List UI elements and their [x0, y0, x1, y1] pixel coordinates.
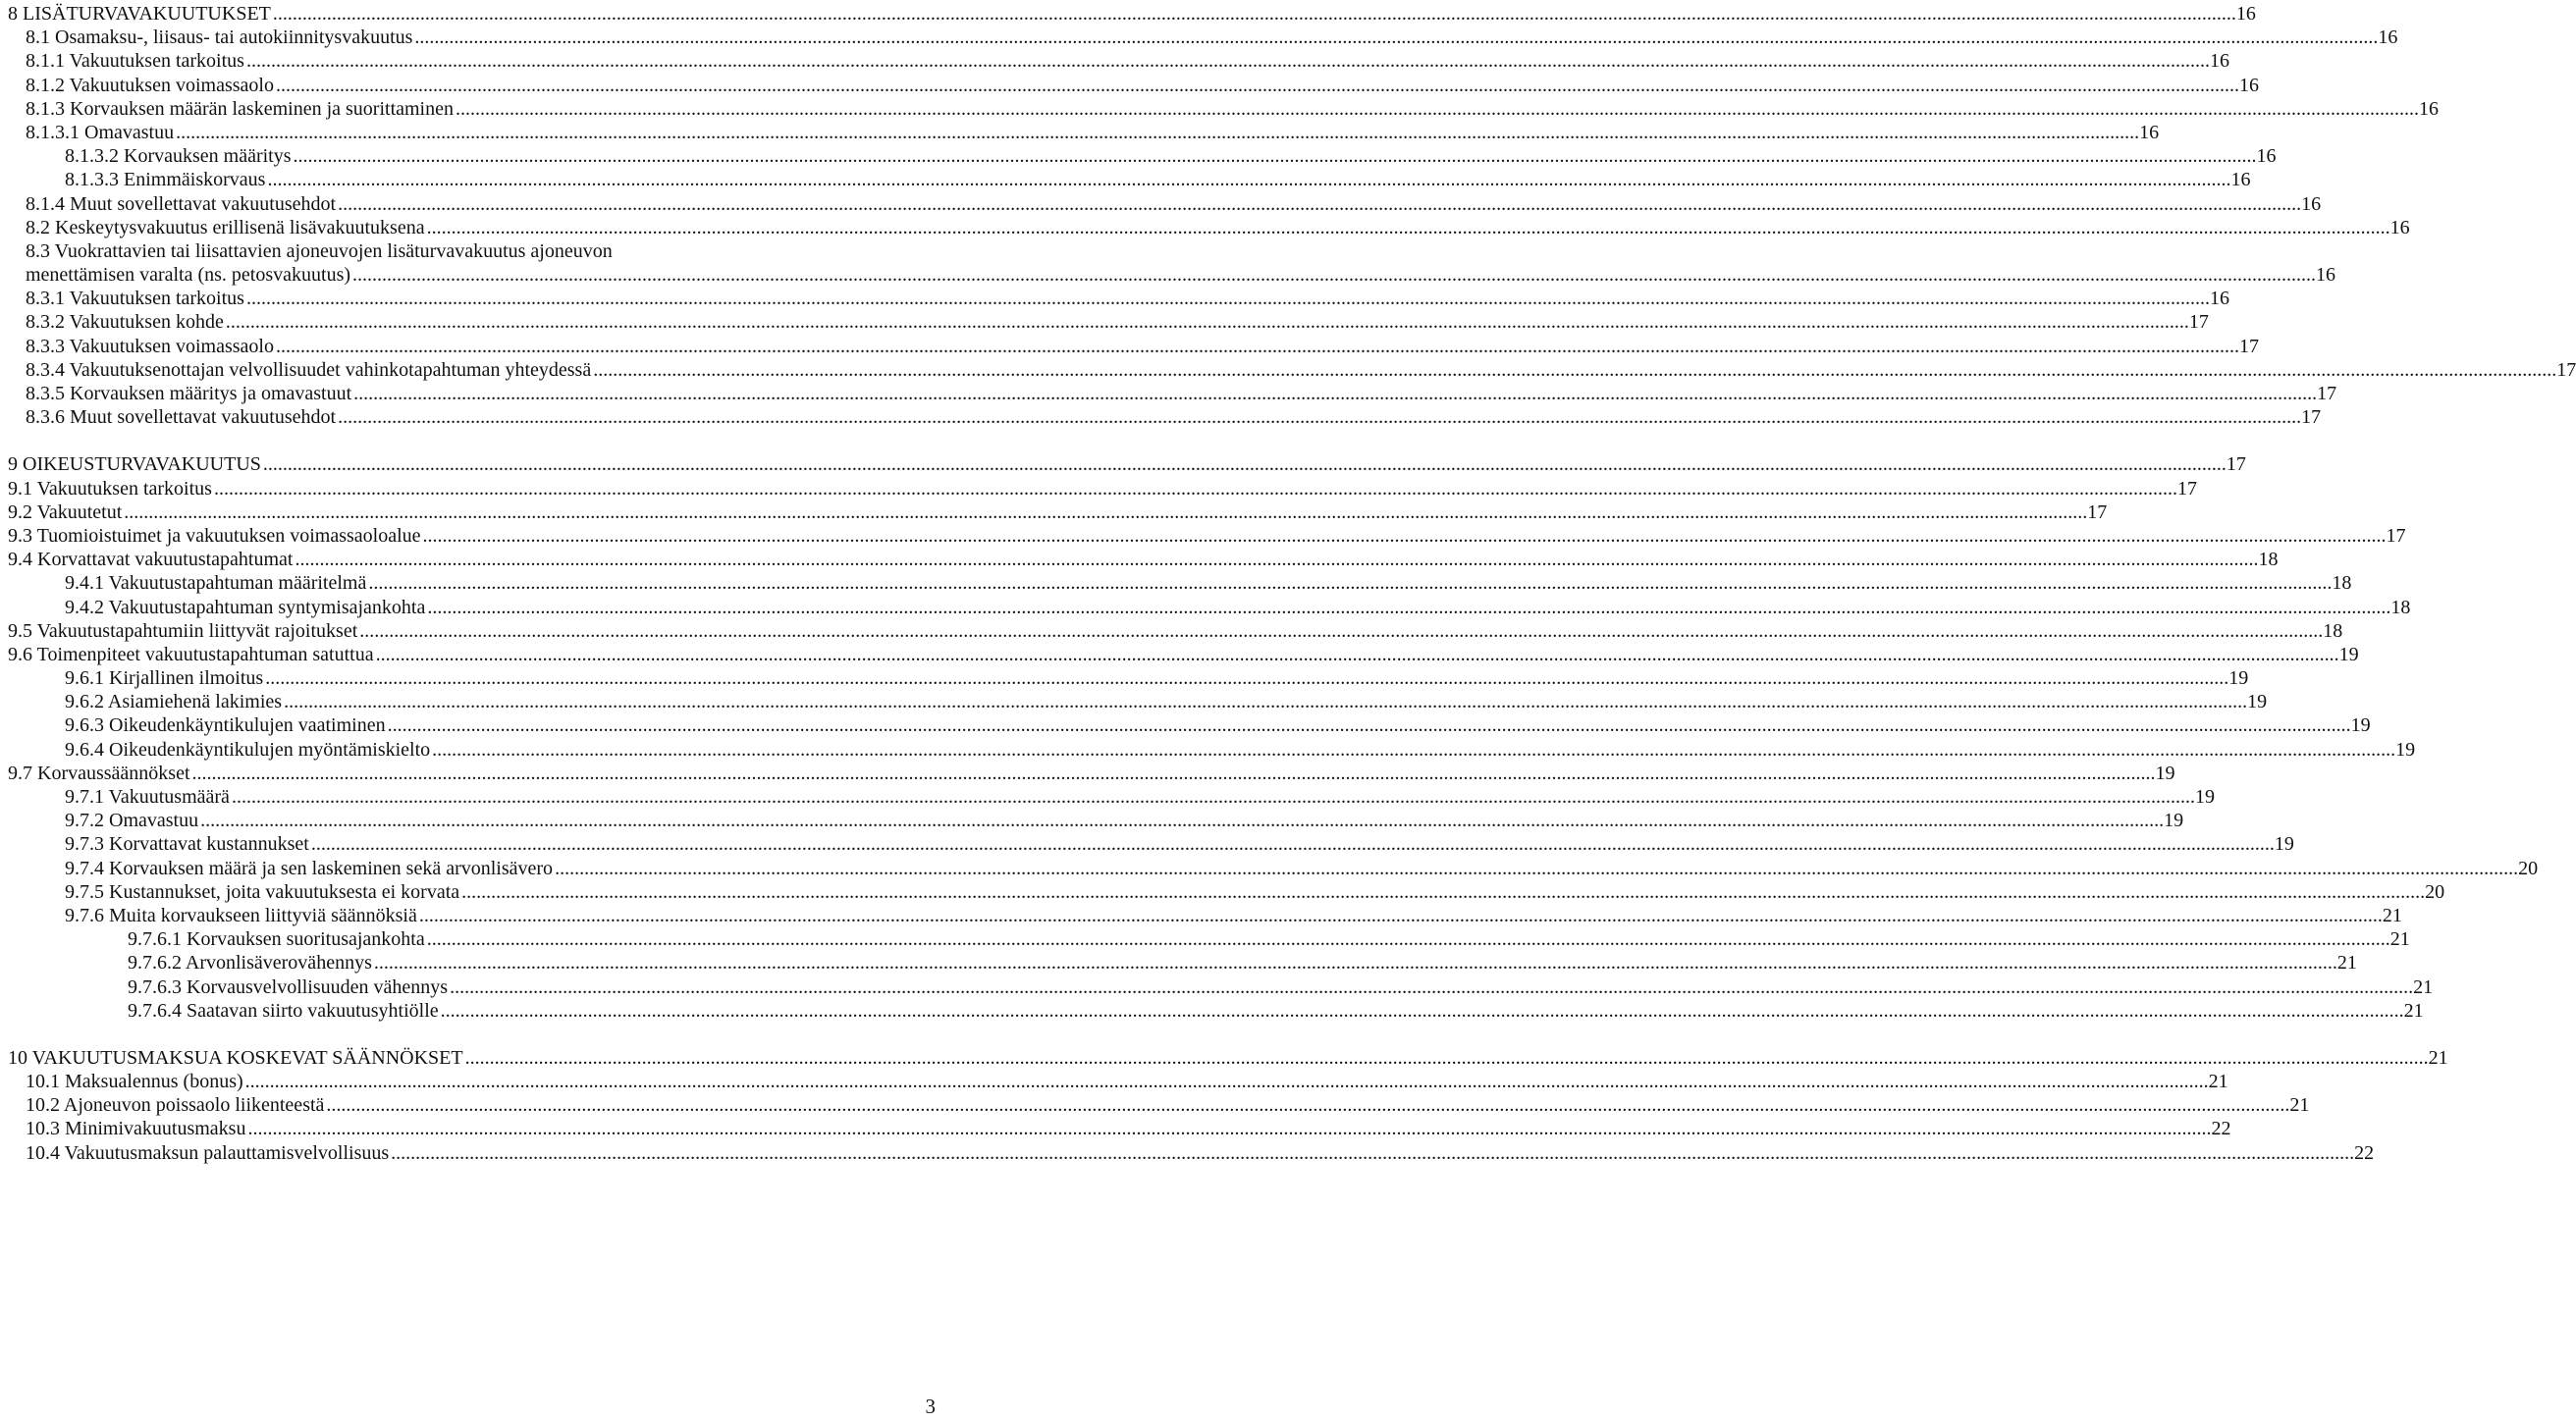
toc-entry-label: 9.1 Vakuutuksen tarkoitus [8, 477, 212, 500]
toc-entry-page: 16 [2139, 121, 2160, 143]
toc-entry[interactable] [8, 666, 2249, 690]
toc-entry[interactable] [8, 571, 2352, 595]
toc-entry[interactable] [8, 832, 2294, 856]
table-of-contents [8, 2, 2576, 1165]
toc-entry[interactable] [8, 1117, 2231, 1140]
toc-entry-page: 21 [2428, 1046, 2448, 1069]
toc-entry-label: 9 OIKEUSTURVAVAKUUTUS [8, 453, 261, 476]
toc-entry-label: 9.7.6.3 Korvausvelvollisuuden vähennys [128, 975, 449, 998]
toc-entry-label: 9.6.3 Oikeudenkäyntikulujen vaatiminen [65, 714, 386, 737]
toc-entry-page: 16 [2235, 3, 2256, 25]
toc-entry-label: 8.3.6 Muut sovellettavat vakuutusehdot [26, 406, 337, 429]
toc-entry-label: 9.7.1 Vakuutusmäärä [65, 786, 230, 808]
toc-entry[interactable] [8, 121, 2160, 144]
toc-entry-label: 8.1.3.2 Korvauksen määritys [65, 145, 292, 168]
toc-dot-leader: ................................................................................................................................................................................................................................................................................................................................................................................................................ [338, 192, 2302, 215]
toc-entry[interactable] [8, 501, 2108, 524]
toc-entry-label: 8.1.2 Vakuutuksen voimassaolo [26, 74, 274, 96]
toc-dot-leader: ................................................................................................................................................................................................................................................................................................................................................................................................................ [461, 880, 2426, 903]
toc-dot-leader: ................................................................................................................................................................................................................................................................................................................................................................................................................ [293, 145, 2257, 168]
toc-entry-label: 9.6.2 Asiamiehenä lakimies [65, 691, 283, 713]
toc-entry-label: 9.4.2 Vakuutustapahtuman syntymisajankohta [65, 596, 426, 618]
toc-entry-page: 17 [2238, 335, 2259, 357]
toc-entry[interactable] [8, 738, 2416, 762]
toc-entry-label: 9.7.2 Omavastuu [65, 810, 199, 832]
toc-dot-leader: ................................................................................................................................................................................................................................................................................................................................................................................................................ [593, 358, 2557, 381]
toc-entry-page: 17 [2087, 501, 2108, 523]
toc-dot-leader: ................................................................................................................................................................................................................................................................................................................................................................................................................ [464, 1046, 2429, 1069]
toc-entry[interactable] [8, 951, 2357, 975]
toc-entry[interactable] [8, 619, 2343, 643]
toc-dot-leader: ................................................................................................................................................................................................................................................................................................................................................................................................................ [426, 928, 2390, 951]
toc-entry-page: 21 [2403, 999, 2424, 1022]
toc-dot-leader: ................................................................................................................................................................................................................................................................................................................................................................................................................ [450, 975, 2414, 998]
toc-entry-page: 16 [2209, 288, 2229, 310]
toc-dot-leader: ................................................................................................................................................................................................................................................................................................................................................................................................................ [418, 904, 2383, 926]
toc-dot-leader: ................................................................................................................................................................................................................................................................................................................................................................................................................ [422, 524, 2387, 547]
toc-entry-label: 10.4 Vakuutusmaksun palauttamisvelvollisuus [26, 1141, 390, 1164]
toc-entry-label: 10.2 Ajoneuvon poissaolo liikenteestä [26, 1094, 325, 1117]
toc-dot-leader: ................................................................................................................................................................................................................................................................................................................................................................................................................ [275, 335, 2239, 357]
toc-entry[interactable] [8, 2, 2256, 26]
toc-entry[interactable] [8, 999, 2424, 1023]
toc-entry-page: 22 [2354, 1141, 2375, 1164]
toc-dot-leader: ................................................................................................................................................................................................................................................................................................................................................................................................................ [275, 74, 2239, 96]
toc-entry[interactable] [8, 809, 2184, 832]
toc-entry-page: 21 [2413, 975, 2434, 998]
toc-entry[interactable] [8, 192, 2322, 216]
toc-entry-label: 10.1 Maksualennus (bonus) [26, 1071, 243, 1093]
toc-dot-leader: ................................................................................................................................................................................................................................................................................................................................................................................................................ [284, 691, 2248, 713]
toc-entry-label: 9.6.4 Oikeudenkäyntikulujen myöntämiskielto [65, 738, 431, 761]
toc-entry-label: 9.7 Korvaussäännökset [8, 762, 190, 784]
toc-dot-leader: ................................................................................................................................................................................................................................................................................................................................................................................................................ [427, 596, 2391, 618]
toc-entry[interactable] [8, 880, 2445, 904]
toc-dot-leader: ................................................................................................................................................................................................................................................................................................................................................................................................................ [191, 762, 2156, 784]
toc-entry[interactable] [8, 785, 2215, 809]
toc-entry[interactable] [8, 168, 2251, 191]
toc-entry-page: 16 [2230, 169, 2251, 191]
toc-dot-leader: ................................................................................................................................................................................................................................................................................................................................................................................................................ [245, 50, 2210, 73]
toc-entry-label: 8.1.1 Vakuutuksen tarkoitus [26, 50, 244, 73]
toc-entry-label: 9.5 Vakuutustapahtumiin liittyvät rajoitukset [8, 619, 358, 642]
toc-entry-label: 8.1.3.1 Omavastuu [26, 121, 175, 143]
toc-entry-page: 16 [2256, 145, 2277, 168]
toc-dot-leader: ................................................................................................................................................................................................................................................................................................................................................................................................................ [456, 97, 2419, 120]
toc-entry-page: 16 [2316, 264, 2336, 287]
toc-entry-page: 20 [2425, 880, 2445, 903]
toc-entry-page: 18 [2323, 619, 2343, 642]
toc-entry-label: 8.3.1 Vakuutuksen tarkoitus [26, 288, 244, 310]
toc-dot-leader: ................................................................................................................................................................................................................................................................................................................................................................................................................ [338, 406, 2302, 429]
toc-dot-leader: ................................................................................................................................................................................................................................................................................................................................................................................................................ [295, 549, 2259, 571]
toc-dot-leader: ................................................................................................................................................................................................................................................................................................................................................................................................................ [387, 714, 2351, 737]
toc-entry-page: 17 [2301, 406, 2322, 429]
toc-entry-page: 16 [2209, 50, 2229, 73]
toc-entry[interactable] [8, 216, 2410, 239]
toc-entry[interactable] [8, 405, 2322, 429]
toc-entry[interactable] [8, 263, 2336, 287]
toc-entry-page: 19 [2395, 738, 2416, 761]
toc-entry-label: 9.7.4 Korvauksen määrä ja sen laskeminen sekä arvonlisävero [65, 857, 554, 879]
toc-entry-label: 8.3.5 Korvauksen määritys ja omavastuut [26, 383, 352, 404]
toc-entry[interactable] [8, 690, 2268, 713]
toc-dot-leader: ................................................................................................................................................................................................................................................................................................................................................................................................................ [373, 952, 2337, 975]
toc-entry[interactable] [8, 477, 2197, 501]
toc-entry-page: 21 [2289, 1094, 2310, 1117]
toc-entry-page: 17 [2188, 311, 2209, 334]
toc-entry-page: 18 [2258, 549, 2279, 571]
toc-dot-leader: ................................................................................................................................................................................................................................................................................................................................................................................................................ [414, 26, 2379, 49]
toc-entry-page: 19 [2164, 810, 2184, 832]
toc-entry-page: 20 [2518, 857, 2539, 879]
toc-dot-leader: ................................................................................................................................................................................................................................................................................................................................................................................................................ [352, 264, 2317, 287]
toc-entry-page: 16 [2238, 74, 2259, 96]
toc-dot-leader: ................................................................................................................................................................................................................................................................................................................................................................................................................ [359, 619, 2324, 642]
toc-entry-page: 22 [2211, 1118, 2231, 1140]
toc-entry[interactable] [8, 97, 2439, 121]
toc-entry[interactable] [8, 239, 938, 263]
toc-entry-label: 9.7.6.2 Arvonlisäverovähennys [128, 952, 372, 975]
toc-dot-leader: ................................................................................................................................................................................................................................................................................................................................................................................................................ [231, 786, 2195, 808]
toc-entry[interactable] [8, 1070, 2228, 1093]
page-number: 3 [925, 1395, 936, 1418]
toc-entry-label: 8.3.4 Vakuutuksenottajan velvollisuudet vahinkotapahtuman yhteydessä [26, 358, 592, 381]
toc-entry-page: 19 [2228, 667, 2249, 690]
toc-entry-page: 16 [2301, 192, 2322, 215]
toc-entry-label: 9.7.3 Korvattavat kustannukset [65, 833, 309, 856]
toc-entry-label: 9.7.5 Kustannukset, joita vakuutuksesta ei korvata [65, 880, 460, 903]
toc-entry-page: 18 [2390, 596, 2411, 618]
toc-entry-label: 8.3 Vuokrattavien tai liisattavien ajoneuvojen lisäturvavakuutus ajoneuvon [26, 239, 613, 262]
toc-entry-page: 19 [2338, 643, 2359, 665]
toc-entry[interactable] [8, 596, 2411, 619]
toc-entry-label: 10 VAKUUTUSMAKSUA KOSKEVAT SÄÄNNÖKSET [8, 1046, 463, 1069]
toc-entry-label: 8.3.2 Vakuutuksen kohde [26, 311, 224, 334]
toc-entry[interactable] [8, 49, 2229, 73]
section-gap [8, 1023, 938, 1046]
toc-entry-label: 8.1 Osamaksu-, liisaus- tai autokiinnitysvakuutus [26, 26, 413, 49]
toc-dot-leader: ................................................................................................................................................................................................................................................................................................................................................................................................................ [225, 311, 2189, 334]
toc-entry-label: 10.3 Minimivakuutusmaksu [26, 1118, 246, 1140]
toc-entry-label: 8.1.4 Muut sovellettavat vakuutusehdot [26, 192, 337, 215]
toc-entry[interactable] [8, 310, 2209, 334]
toc-entry[interactable] [8, 904, 2402, 927]
toc-entry-page: 17 [2556, 358, 2576, 381]
toc-entry[interactable] [8, 382, 2337, 405]
toc-entry[interactable] [8, 927, 2410, 951]
toc-dot-leader: ................................................................................................................................................................................................................................................................................................................................................................................................................ [245, 288, 2210, 310]
toc-entry-page: 17 [2176, 477, 2197, 500]
toc-dot-leader: ................................................................................................................................................................................................................................................................................................................................................................................................................ [310, 833, 2275, 856]
toc-entry-label: 9.7.6.4 Saatavan siirto vakuutusyhtiölle [128, 999, 439, 1022]
toc-entry[interactable] [8, 287, 2229, 310]
toc-entry[interactable] [8, 524, 2406, 548]
toc-entry-label: 8.2 Keskeytysvakuutus erillisenä lisävakuutuksena [26, 216, 425, 238]
toc-dot-leader: ................................................................................................................................................................................................................................................................................................................................................................................................................ [124, 501, 2088, 523]
toc-entry-page: 19 [2155, 762, 2175, 784]
toc-entry-label: 8.1.3.3 Enimmäiskorvaus [65, 169, 266, 191]
toc-entry-label: menettämisen varalta (ns. petosvakuutus) [26, 264, 351, 287]
toc-dot-leader: ................................................................................................................................................................................................................................................................................................................................................................................................................ [213, 477, 2177, 500]
toc-entry-page: 16 [2378, 26, 2398, 49]
toc-entry-label: 9.4 Korvattavat vakuutustapahtumat [8, 549, 294, 571]
toc-entry-label: 9.6 Toimenpiteet vakuutustapahtuman satuttua [8, 643, 374, 665]
toc-dot-leader: ................................................................................................................................................................................................................................................................................................................................................................................................................ [262, 453, 2227, 476]
toc-entry-label: 9.6.1 Kirjallinen ilmoitus [65, 667, 264, 690]
toc-entry-page: 16 [2389, 216, 2410, 238]
toc-dot-leader: ................................................................................................................................................................................................................................................................................................................................................................................................................ [375, 643, 2339, 665]
toc-dot-leader: ................................................................................................................................................................................................................................................................................................................................................................................................................ [555, 857, 2519, 879]
toc-entry-page: 19 [2350, 714, 2371, 737]
toc-entry-page: 17 [2317, 383, 2337, 404]
toc-entry-page: 19 [2194, 786, 2215, 808]
toc-entry-label: 8 LISÄTURVAVAKUUTUKSET [8, 3, 271, 25]
toc-entry-page: 19 [2247, 691, 2268, 713]
toc-entry[interactable] [8, 26, 2398, 49]
toc-entry-page: 19 [2274, 833, 2294, 856]
toc-dot-leader: ................................................................................................................................................................................................................................................................................................................................................................................................................ [440, 999, 2404, 1022]
toc-dot-leader: ................................................................................................................................................................................................................................................................................................................................................................................................................ [272, 3, 2236, 25]
toc-entry[interactable] [8, 144, 2277, 168]
toc-dot-leader: ................................................................................................................................................................................................................................................................................................................................................................................................................ [265, 667, 2229, 690]
toc-entry[interactable] [8, 358, 2576, 382]
toc-entry-page: 17 [2386, 524, 2406, 547]
toc-entry-label: 9.7.6 Muita korvaukseen liittyviä säännöksiä [65, 904, 417, 926]
toc-entry-label: 9.3 Tuomioistuimet ja vakuutuksen voimassaoloalue [8, 524, 421, 547]
toc-entry-label: 9.4.1 Vakuutustapahtuman määritelmä [65, 572, 367, 595]
toc-entry[interactable] [8, 975, 2434, 999]
toc-entry-label: 9.7.6.1 Korvauksen suoritusajankohta [128, 928, 425, 951]
toc-entry[interactable] [8, 643, 2359, 666]
toc-entry-page: 18 [2332, 572, 2352, 595]
toc-entry[interactable] [8, 335, 2259, 358]
toc-dot-leader: ................................................................................................................................................................................................................................................................................................................................................................................................................ [244, 1071, 2209, 1093]
toc-dot-leader: ................................................................................................................................................................................................................................................................................................................................................................................................................ [391, 1141, 2355, 1164]
toc-entry[interactable] [8, 548, 2279, 571]
toc-dot-leader: ................................................................................................................................................................................................................................................................................................................................................................................................................ [432, 738, 2396, 761]
toc-dot-leader: ................................................................................................................................................................................................................................................................................................................................................................................................................ [176, 121, 2140, 143]
section-gap [8, 429, 938, 452]
toc-entry-page: 17 [2226, 453, 2246, 476]
toc-dot-leader: ................................................................................................................................................................................................................................................................................................................................................................................................................ [247, 1118, 2212, 1140]
toc-dot-leader: ................................................................................................................................................................................................................................................................................................................................................................................................................ [353, 383, 2318, 404]
toc-entry-label: 9.2 Vakuutetut [8, 501, 123, 523]
toc-entry-page: 21 [2389, 928, 2410, 951]
toc-entry[interactable] [8, 452, 2246, 476]
toc-dot-leader: ................................................................................................................................................................................................................................................................................................................................................................................................................ [326, 1094, 2290, 1117]
toc-entry-page: 21 [2208, 1071, 2228, 1093]
toc-dot-leader: ................................................................................................................................................................................................................................................................................................................................................................................................................ [368, 572, 2333, 595]
toc-entry[interactable] [8, 762, 2175, 785]
toc-entry[interactable] [8, 1093, 2310, 1117]
toc-entry-page: 21 [2336, 952, 2357, 975]
toc-entry[interactable] [8, 1141, 2375, 1165]
toc-dot-leader: ................................................................................................................................................................................................................................................................................................................................................................................................................ [426, 216, 2390, 238]
toc-entry-page: 16 [2419, 97, 2439, 120]
toc-entry[interactable] [8, 1046, 2448, 1070]
toc-dot-leader: ................................................................................................................................................................................................................................................................................................................................................................................................................ [200, 810, 2165, 832]
toc-dot-leader: ................................................................................................................................................................................................................................................................................................................................................................................................................ [267, 169, 2231, 191]
toc-entry-label: 8.1.3 Korvauksen määrän laskeminen ja suorittaminen [26, 97, 454, 120]
toc-entry[interactable] [8, 713, 2371, 737]
toc-entry[interactable] [8, 857, 2539, 880]
toc-entry[interactable] [8, 74, 2259, 97]
toc-entry-page: 21 [2382, 904, 2402, 926]
toc-entry-label: 8.3.3 Vakuutuksen voimassaolo [26, 335, 274, 357]
